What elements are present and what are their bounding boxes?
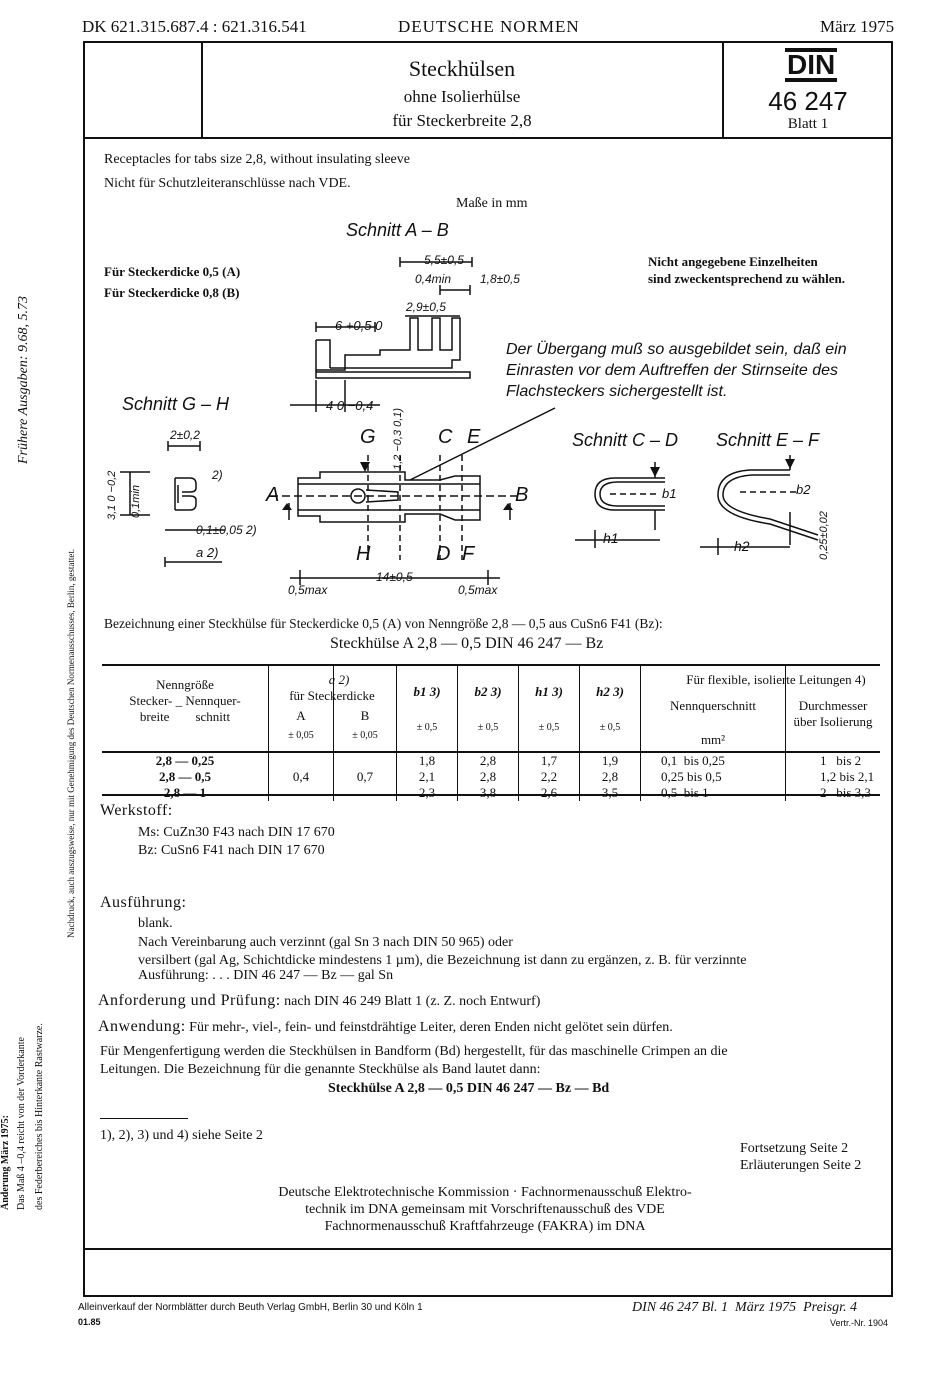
tab-thickness-b: Für Steckerdicke 0,8 (B) bbox=[104, 285, 240, 300]
anforderung-text: nach DIN 46 249 Blatt 1 (z. Z. noch Entwurf) bbox=[284, 994, 541, 1009]
th-b2: b2 3) bbox=[474, 684, 502, 699]
dim-0-5max-left: 0,5max bbox=[288, 583, 328, 597]
cell-b2: 3,8 bbox=[479, 785, 497, 800]
mengen-l1: Für Mengenfertigung werden die Steckhülsen in Bandform (Bd) hergestellt, für das maschinelle Crimpen an die bbox=[100, 1044, 728, 1059]
dim-14: 14±0,5 bbox=[376, 570, 413, 584]
anwendung-title: Anwendung: bbox=[98, 1018, 186, 1035]
cell-h2: 2,8 bbox=[601, 769, 619, 784]
th-nennquer: Nennquer- bbox=[185, 692, 241, 708]
th-tol-b: ± 0,05 bbox=[352, 730, 378, 741]
th-a-b: B bbox=[360, 708, 370, 723]
dim-1-8: 1,8±0,5 bbox=[480, 272, 520, 286]
mengen-example: Steckhülse A 2,8 — 0,5 DIN 46 247 — Bz — Bd bbox=[328, 1081, 610, 1096]
th-stecker: Stecker- bbox=[129, 692, 173, 708]
th-a-a: A bbox=[296, 708, 306, 723]
committee-l1: Deutsche Elektrotechnische Kommission · Fachnormenausschuß Elektro- bbox=[278, 1185, 692, 1200]
anwendung bbox=[98, 1018, 673, 1036]
label-b1: b1 bbox=[662, 486, 677, 501]
ausfuehrung-title: Ausführung: bbox=[100, 894, 187, 911]
dim-4: 4 0 −0,4 bbox=[326, 398, 374, 413]
amendment-head: Änderung März 1975: bbox=[0, 1115, 11, 1210]
anwendung-text: Für mehr-, viel-, fein- und feinstdrähtige Leiter, deren Enden nicht gelötet sein dürfen. bbox=[189, 1020, 673, 1035]
table-row bbox=[102, 752, 880, 801]
amendment-line1: Das Maß 4 –0,4 reicht von der Vorderkante bbox=[16, 1037, 27, 1210]
cell-nq: 0,25 bis 0,5 bbox=[661, 769, 722, 784]
th-a: a 2) bbox=[328, 672, 350, 687]
dim-a: a 2) bbox=[196, 545, 219, 560]
transition-note-3: Flachsteckers sichergestellt ist. bbox=[506, 383, 728, 400]
cell-h1: 1,7 bbox=[540, 753, 558, 768]
cell-nq: 0,5 bis 1 bbox=[661, 785, 709, 800]
reprint-notice: Nachdruck, auch auszugsweise, nur mit Genehmigung des Deutschen Normenausschusses, Berlin, gestattet. bbox=[66, 548, 76, 938]
title-sub2: für Steckerbreite 2,8 bbox=[392, 111, 532, 130]
th-tol-b1: ± 0,5 bbox=[416, 722, 438, 733]
werkstoff-title: Werkstoff: bbox=[100, 802, 173, 819]
cell-b2: 2,8 bbox=[479, 769, 497, 784]
section-gh-label: Schnitt G – H bbox=[122, 394, 230, 414]
cell-dm: 1 bis 2 bbox=[820, 753, 862, 768]
tab-thickness-a: Für Steckerdicke 0,5 (A) bbox=[104, 264, 241, 279]
cell-dm: 1,2 bis 2,1 bbox=[820, 769, 875, 784]
footnote-rule bbox=[100, 1118, 188, 1119]
continuation-l1: Fortsetzung Seite 2 bbox=[740, 1141, 849, 1156]
th-h1: h1 3) bbox=[535, 684, 563, 699]
th-mm2: mm² bbox=[700, 732, 726, 747]
designation-example: Steckhülse A 2,8 — 0,5 DIN 46 247 — Bz bbox=[330, 635, 604, 652]
row-a-a: 0,4 bbox=[269, 752, 334, 801]
planview-outline bbox=[298, 472, 480, 522]
cell-dm: 2 bis 3,3 bbox=[820, 785, 871, 800]
earlier-editions: Frühere Ausgaben: 9.68, 5.73 bbox=[16, 296, 31, 464]
label-h2: h2 bbox=[734, 538, 750, 554]
footer-edition: 01.85 bbox=[78, 1317, 101, 1327]
dk-number: DK 621.315.687.4 : 621.316.541 bbox=[82, 17, 307, 36]
dim-1-2: 1,2 −0,3 0,1) bbox=[392, 407, 404, 470]
cell-b2: 2,8 bbox=[479, 753, 497, 768]
label-b: B bbox=[515, 484, 529, 506]
footer-din-ref: DIN 46 247 Bl. 1 März 1975 Preisgr. 4 bbox=[632, 1300, 858, 1315]
label-a: A bbox=[266, 484, 280, 506]
label-d: D bbox=[436, 543, 451, 565]
th-dm: Durchmesser bbox=[798, 698, 868, 713]
ausfuehrung-l2: Nach Vereinbarung auch verzinnt (gal Sn 3 nach DIN 50 965) oder bbox=[138, 935, 513, 950]
dim-0-5max-right: 0,5max bbox=[458, 583, 498, 597]
row-size: 2,8 — 0,25 bbox=[155, 753, 215, 768]
cell-h1: 2,2 bbox=[540, 769, 558, 784]
th-tol-b2: ± 0,5 bbox=[477, 722, 499, 733]
cell-nq: 0,1 bis 0,25 bbox=[661, 753, 725, 768]
th-breite: breite bbox=[139, 708, 170, 724]
units-note: Maße in mm bbox=[456, 196, 528, 211]
werkstoff-ms: Ms: CuZn30 F43 nach DIN 17 670 bbox=[138, 825, 335, 840]
footer-vertr-nr: Vertr.-Nr. 1904 bbox=[830, 1318, 889, 1328]
anforderung bbox=[98, 992, 540, 1010]
label-h: H bbox=[356, 543, 371, 565]
cell-h1: 2,6 bbox=[540, 785, 558, 800]
dimensions-table: Nenngröße Stecker- _ Nennquer- breite schnitt A ± 0,05 a 2) für Steckerdicke B ± 0,05 b1 3) ± 0,5 b2 3) ± 0,5 h1 3) ± 0,5 h2 3) ± 0,5 Für flexible, isolierte Leitungen 4) Nennquerschnitt mm² Durchmesser über Isolierung 2,8 — 0,25 2,8 — 0,5 2,8 — 1 0,4 0,7 1,8 2,1 2,3 2,8 2,8 3,8 1,7 2,2 2,6 1,9 2,8 3,5 0,1 bis 0,25 0,25 bis 0,5 0,5 bis 1 1 bis 2 1,2 bis 2,1 2 bis 3,3 bbox=[102, 664, 880, 796]
technical-drawing bbox=[0, 0, 950, 620]
dim-5-5: 5,5±0,5 bbox=[424, 253, 464, 267]
committee-l3: Fachnormenausschuß Kraftfahrzeuge (FAKRA) im DNA bbox=[324, 1219, 646, 1234]
th-b1: b1 3) bbox=[413, 684, 441, 699]
dim-6: 6 +0,5 0 bbox=[335, 318, 383, 333]
cell-h2: 1,9 bbox=[601, 753, 619, 768]
anforderung-title: Anforderung und Prüfung: bbox=[98, 992, 281, 1009]
th-nenngroesse: Nenngröße bbox=[156, 676, 214, 692]
footnote: 1), 2), 3) und 4) siehe Seite 2 bbox=[100, 1128, 263, 1143]
row-a-b: 0,7 bbox=[334, 752, 397, 801]
footnote-2-marker: 2) bbox=[212, 468, 223, 482]
row-size: 2,8 — 0,5 bbox=[159, 769, 211, 784]
dim-0-1min: 0,1min bbox=[130, 484, 142, 518]
dim-0-1: 0,1±0,05 2) bbox=[196, 523, 257, 537]
amendment-line2: des Federbereiches bis Hinterkante Rastwarze. bbox=[34, 1023, 45, 1210]
mengen-l2: Leitungen. Die Bezeichnung für die genannte Steckhülse als Band lautet dann: bbox=[100, 1062, 541, 1077]
unspecified-note-2: sind zweckentsprechend zu wählen. bbox=[648, 271, 845, 286]
title-sub1: ohne Isolierhülse bbox=[403, 87, 521, 106]
dim-0-25: 0,25±0,02 bbox=[818, 511, 830, 560]
din-number: 46 247 bbox=[768, 86, 848, 116]
th-tol-h2: ± 0,5 bbox=[599, 722, 621, 733]
ausfuehrung-l3: versilbert (gal Ag, Schichtdicke mindestens 1 µm), die Bezeichnung ist dann zu ergänzen, z. B. für verzinnte bbox=[138, 953, 747, 968]
label-b2: b2 bbox=[796, 482, 811, 497]
page-title: Steckhülsen bbox=[408, 56, 516, 81]
section-ef-label: Schnitt E – F bbox=[716, 430, 820, 450]
th-h2: h2 3) bbox=[596, 684, 624, 699]
th-tol-a: ± 0,05 bbox=[288, 730, 314, 741]
dim-2: 2±0,2 bbox=[170, 428, 200, 442]
designation-text: Bezeichnung einer Steckhülse für Steckerdicke 0,5 (A) von Nenngröße 2,8 — 0,5 aus CuSn6 F41 (Bz): bbox=[104, 616, 663, 631]
committee-l2: technik im DNA gemeinsam mit Vorschriftenausschuß des VDE bbox=[305, 1202, 665, 1217]
footer-publisher: Alleinverkauf der Normblätter durch Beuth Verlag GmbH, Berlin 30 und Köln 1 bbox=[78, 1302, 423, 1313]
cell-b1: 1,8 bbox=[418, 753, 436, 768]
dim-2-9: 2,9±0,5 bbox=[406, 300, 446, 314]
ausfuehrung-l4: Ausführung: . . . DIN 46 247 — Bz — gal Sn bbox=[138, 968, 394, 983]
dim-3-1: 3,1 0 −0,2 bbox=[106, 470, 118, 520]
th-flex: Für flexible, isolierte Leitungen 4) bbox=[686, 672, 866, 687]
cell-b1: 2,3 bbox=[418, 785, 436, 800]
th-schnitt: schnitt bbox=[195, 708, 231, 724]
label-g: G bbox=[360, 426, 376, 448]
din-logo: DIN bbox=[787, 49, 836, 80]
english-title: Receptacles for tabs size 2,8, without insulating sleeve bbox=[104, 152, 410, 167]
th-tol-h1: ± 0,5 bbox=[538, 722, 560, 733]
continuation-l2: Erläuterungen Seite 2 bbox=[740, 1158, 862, 1173]
section-ab-label: Schnitt A – B bbox=[346, 220, 449, 240]
transition-note-2: Einrasten vor dem Auftreffen der Stirnseite des bbox=[506, 362, 839, 379]
th-ui: über Isolierung bbox=[793, 714, 873, 729]
werkstoff-bz: Bz: CuSn6 F41 nach DIN 17 670 bbox=[138, 843, 325, 858]
th-fuer: für Steckerdicke bbox=[289, 688, 375, 703]
label-e: E bbox=[467, 426, 481, 448]
cell-b1: 2,1 bbox=[418, 769, 436, 784]
series-title: DEUTSCHE NORMEN bbox=[398, 17, 580, 36]
cell-h2: 3,5 bbox=[601, 785, 619, 800]
section-cd-label: Schnitt C – D bbox=[572, 430, 679, 450]
footer-divider bbox=[83, 1248, 893, 1250]
th-nq: Nennquerschnitt bbox=[670, 698, 756, 713]
label-c: C bbox=[438, 426, 453, 448]
row-size: 2,8 — 1 bbox=[163, 785, 207, 800]
dim-0-4min: 0,4min bbox=[415, 272, 452, 286]
label-h1: h1 bbox=[603, 530, 619, 546]
ausfuehrung-l1: blank. bbox=[138, 916, 173, 931]
issue-date: März 1975 bbox=[820, 17, 895, 36]
transition-note-1: Der Übergang muß so ausgebildet sein, daß ein bbox=[506, 341, 847, 358]
unspecified-note-1: Nicht angegebene Einzelheiten bbox=[648, 254, 818, 269]
label-f: F bbox=[462, 543, 475, 565]
sheet-number: Blatt 1 bbox=[787, 116, 829, 132]
not-for-note: Nicht für Schutzleiteranschlüsse nach VDE. bbox=[104, 176, 351, 191]
